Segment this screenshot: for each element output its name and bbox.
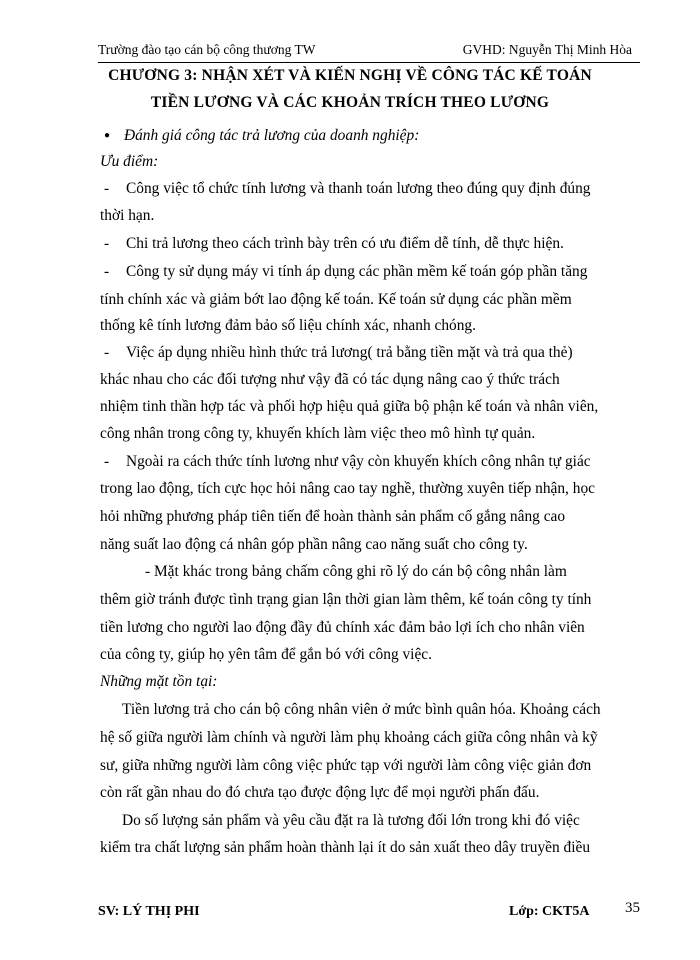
line-text: Công ty sử dụng máy vi tính áp dụng các phần mềm kế toán góp phần tăng <box>126 263 588 280</box>
page-footer <box>98 900 640 926</box>
paragraph-line: - Mặt khác trong bảng chấm công ghi rõ lý do cán bộ công nhân làm <box>145 563 567 580</box>
paragraph-line: còn rất gần nhau do đó chưa tạo được động lực để mọi người phấn đấu. <box>100 784 540 801</box>
paragraph-line <box>104 179 591 199</box>
line-text: Chi trả lương theo cách trình bày trên có ưu điểm dễ tính, dễ thực hiện. <box>126 235 564 252</box>
paragraph-line <box>104 452 591 472</box>
paragraph-line: trong lao động, tích cực học hỏi nâng cao tay nghề, thường xuyên tiếp nhận, học <box>100 480 595 497</box>
header-school: Trường đào tạo cán bộ công thương TW <box>98 42 316 57</box>
shortcomings-heading: Những mặt tồn tại: <box>100 673 218 690</box>
dash-marker: - <box>104 453 110 470</box>
paragraph-line: tính chính xác và giảm bớt lao động kế toán. Kế toán sử dụng các phần mềm <box>100 291 572 308</box>
paragraph-line: thời hạn. <box>100 207 155 224</box>
section-heading-text: Đánh giá công tác trả lương của doanh nghiệp: <box>124 127 420 144</box>
line-text: Công việc tổ chức tính lương và thanh toán lương theo đúng quy định đúng <box>126 180 591 197</box>
paragraph-line: hỏi những phương pháp tiên tiến để hoàn thành sản phẩm cố gắng nâng cao <box>100 508 566 525</box>
section-heading <box>104 126 419 146</box>
dash-marker: - <box>104 180 110 197</box>
header-advisor: GVHD: Nguyễn Thị Minh Hòa <box>462 42 632 57</box>
paragraph-line: nhiệm tinh thần hợp tác và phối hợp hiệu quả giữa bộ phận kế toán và nhân viên, <box>100 398 599 415</box>
paragraph-line: công nhân trong công ty, khuyến khích làm việc theo mô hình tự quản. <box>100 425 536 442</box>
paragraph-line: Tiền lương trả cho cán bộ công nhân viên ở mức bình quân hóa. Khoảng cách <box>122 701 601 718</box>
paragraph-line: của công ty, giúp họ yên tâm để gắn bó với công việc. <box>100 646 432 663</box>
footer-class: Lớp: CKT5A <box>509 904 590 919</box>
page-number: 35 <box>625 900 640 916</box>
dash-marker: - <box>104 263 110 280</box>
line-text: Việc áp dụng nhiều hình thức trả lương( trả bằng tiền mặt và trả qua thẻ) <box>126 344 573 361</box>
paragraph-line: sư, giữa những người làm công việc phức tạp với người làm công việc giản đơn <box>100 757 592 774</box>
dash-marker: - <box>104 344 110 361</box>
chapter-title-line-2: TIỀN LƯƠNG VÀ CÁC KHOẢN TRÍCH THEO LƯƠNG <box>150 94 550 111</box>
line-text: Ngoài ra cách thức tính lương như vậy còn khuyến khích công nhân tự giác <box>126 453 591 470</box>
paragraph-line: Do số lượng sản phẩm và yêu cầu đặt ra là tương đối lớn trong khi đó việc <box>122 812 580 829</box>
paragraph-line: kiểm tra chất lượng sản phẩm hoàn thành lại ít do sản xuất theo dây truyền điều <box>100 839 591 856</box>
paragraph-line <box>104 343 573 363</box>
paragraph-line <box>104 234 564 254</box>
paragraph-line <box>104 262 587 282</box>
paragraph-line: thống kê tính lương đảm bảo số liệu chính xác, nhanh chóng. <box>100 317 476 334</box>
paragraph-line: tiền lương cho người lao động đầy đủ chính xác đảm bảo lợi ích cho nhân viên <box>100 619 585 636</box>
dash-marker: - <box>104 235 110 252</box>
bullet-icon: ● <box>104 130 111 142</box>
page-header <box>98 40 640 63</box>
paragraph-line: thêm giờ tránh được tình trạng gian lận thời gian làm thêm, kế toán công ty tính <box>100 591 592 608</box>
paragraph-line: khác nhau cho các đối tượng như vậy đã có tác dụng nâng cao ý thức trách <box>100 371 560 388</box>
footer-student: SV: LÝ THỊ PHI <box>98 904 200 919</box>
paragraph-line: hệ số giữa người làm chính và người làm phụ khoảng cách giữa công nhân và kỹ <box>100 729 598 746</box>
advantages-heading: Ưu điểm: <box>100 153 159 170</box>
chapter-title-line-1: CHƯƠNG 3: NHẬN XÉT VÀ KIẾN NGHỊ VỀ CÔNG TÁC KẾ TOÁN <box>108 67 592 84</box>
paragraph-line: năng suất lao động cá nhân góp phần nâng cao năng suất cho công ty. <box>100 536 528 553</box>
